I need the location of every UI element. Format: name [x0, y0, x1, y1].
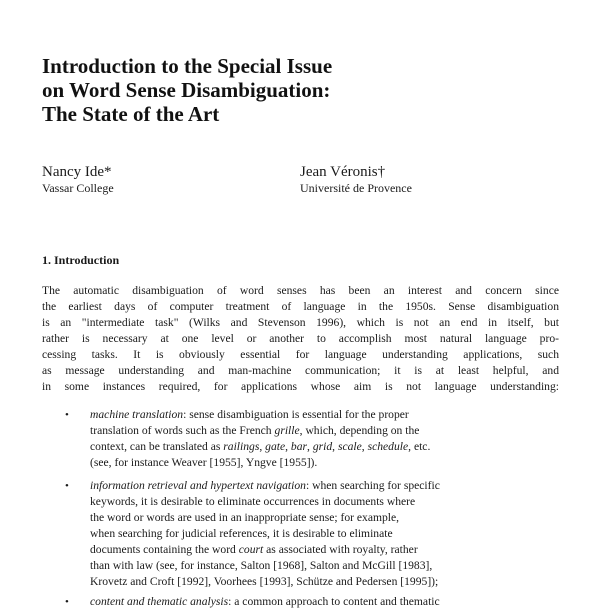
paragraph-line: cessing tasks. It is obviously essential for language understanding applications, such — [42, 348, 559, 361]
bullet-information-retrieval — [65, 478, 560, 590]
bullet-term: machine translation — [90, 408, 184, 421]
bullet-text: documents containing the word — [90, 543, 236, 556]
translation-option: railings — [223, 440, 260, 453]
bullet-text: : a common approach to content and thematic — [228, 595, 440, 608]
bullet-text: : when searching for specific — [305, 479, 440, 492]
bullet-line: keywords, it is desirable to eliminate occurrences in documents where — [90, 495, 416, 508]
intro-paragraph — [42, 283, 559, 395]
bullet-line: context, can be translated as railings, gate, bar, grid, scale, schedule, etc. — [90, 440, 431, 453]
bullet-line: (see, for instance Weaver [1955], Yngve [1955]). — [90, 456, 318, 469]
bullet-text: translation of words such as the French — [90, 424, 272, 437]
bullet-term: information retrieval and hypertext navigation — [90, 479, 306, 492]
bullet-line: Krovetz and Croft [1992], Voorhees [1993], Schütze and Pedersen [1995]); — [90, 575, 439, 588]
author-name-1: Nancy Ide* — [42, 164, 112, 180]
paragraph-line: the earliest days of computer treatment of language in the 1950s. Sense disambiguation — [42, 300, 559, 313]
bullet-line — [90, 407, 560, 423]
bullet-mark: • — [65, 409, 69, 421]
bullet-text: as associated with royalty, rather — [266, 543, 418, 556]
bullet-mark: • — [65, 596, 69, 608]
paragraph-line: in some instances required, for applications whose aim is not language understanding: — [42, 380, 559, 393]
section-heading: 1. Introduction — [42, 253, 120, 267]
bullet-text: : sense disambiguation is essential for the proper — [183, 408, 409, 421]
bullet-line: the word or words are used in an inappropriate sense; for example, — [90, 511, 400, 524]
bullet-line — [90, 423, 560, 439]
paragraph-line: as message understanding and man-machine communication; it is at least helpful, and — [42, 364, 559, 377]
paragraph-line: is an "intermediate task" (Wilks and Stevenson 1996), which is not an end in itself, but — [42, 316, 559, 329]
bullet-text: context, can be translated as — [90, 440, 221, 453]
example-word: court — [238, 543, 264, 556]
title-line-2: on Word Sense Disambiguation: — [42, 78, 331, 102]
bullet-term: content and thematic analysis — [90, 595, 229, 608]
bullet-content-analysis — [65, 594, 560, 610]
bullet-text: , etc. — [408, 440, 431, 453]
paragraph-line: The automatic disambiguation of word senses has been an interest and concern since — [42, 284, 559, 297]
bullet-line: when searching for judicial references, it is desirable to eliminate — [90, 527, 393, 540]
bullet-line — [90, 478, 560, 494]
translation-option: schedule — [367, 440, 409, 453]
bullet-mark: • — [65, 480, 69, 492]
author-block-1 — [42, 164, 114, 195]
author-name-2: Jean Véronis† — [300, 164, 386, 180]
paper-title — [42, 54, 542, 126]
bullet-text: , which, depending on the — [299, 424, 420, 437]
author-affiliation-1: Vassar College — [42, 181, 114, 195]
title-line-1: Introduction to the Special Issue — [42, 54, 333, 78]
example-word: grille — [274, 424, 300, 437]
bullet-machine-translation — [65, 407, 560, 471]
translation-option: gate — [265, 440, 286, 453]
translation-option: scale — [337, 440, 362, 453]
bullet-line — [90, 542, 560, 558]
translation-option: grid — [312, 440, 333, 453]
paragraph-line: rather is necessary at one level or another to accomplish most natural language pro- — [42, 332, 559, 345]
bullet-line: than with law (see, for instance, Salton [1968], Salton and McGill [1983], — [90, 559, 433, 572]
translation-option: bar — [290, 440, 308, 453]
title-line-3: The State of the Art — [42, 102, 220, 126]
bullet-line — [90, 594, 560, 610]
author-block-2 — [300, 164, 412, 195]
author-affiliation-2: Université de Provence — [300, 181, 412, 195]
